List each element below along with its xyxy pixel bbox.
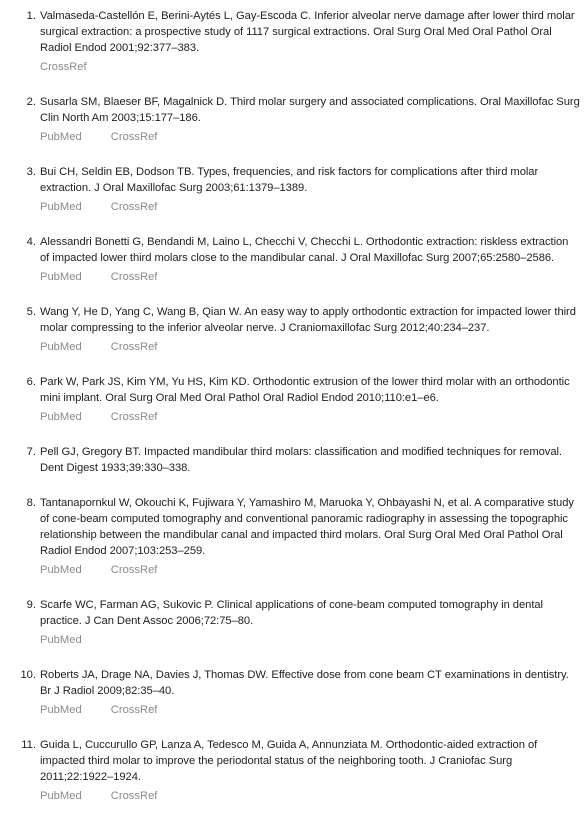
reference-links	[40, 339, 580, 355]
reference-body	[40, 304, 580, 355]
reference-links	[40, 788, 580, 804]
reference-item-5	[0, 304, 586, 355]
reference-number: 6.	[26, 376, 36, 388]
crossref-link[interactable]: CrossRef	[110, 341, 158, 353]
reference-body	[40, 444, 580, 476]
reference-body	[40, 94, 580, 145]
crossref-link[interactable]: CrossRef	[110, 564, 158, 576]
crossref-link[interactable]: CrossRef	[110, 131, 158, 143]
crossref-link[interactable]: CrossRef	[110, 411, 158, 423]
reference-links	[40, 562, 580, 578]
pubmed-link[interactable]: PubMed	[40, 131, 82, 143]
reference-number: 4.	[26, 236, 36, 248]
crossref-link[interactable]: CrossRef	[110, 201, 158, 213]
reference-citation: Park W, Park JS, Kim YM, Yu HS, Kim KD. Orthodontic extrusion of the lower third molar with an orthodontic mini implant. Oral Surg Oral Med Oral Pathol Oral Radiol Endod 2010;110:e1–e6.	[40, 376, 570, 404]
reference-citation: Bui CH, Seldin EB, Dodson TB. Types, frequencies, and risk factors for complications after third molar extraction. J Oral Maxillofac Surg 2003;61:1379–1389.	[40, 166, 539, 194]
reference-number: 1.	[26, 10, 36, 22]
reference-number: 9.	[26, 599, 36, 611]
reference-item-4	[0, 234, 586, 285]
pubmed-link[interactable]: PubMed	[40, 271, 82, 283]
reference-citation: Susarla SM, Blaeser BF, Magalnick D. Third molar surgery and associated complications. Oral Maxillofac Surg Clin North Am 2003;15:177–186.	[40, 96, 580, 124]
reference-item-11	[0, 737, 586, 804]
reference-body	[40, 8, 580, 75]
reference-number: 11.	[21, 739, 36, 751]
reference-citation: Roberts JA, Drage NA, Davies J, Thomas DW. Effective dose from cone beam CT examinations in dentistry. Br J Radiol 2009;82:35–40.	[40, 669, 569, 697]
reference-number: 5.	[26, 306, 36, 318]
reference-number: 10.	[20, 669, 36, 681]
reference-item-3	[0, 164, 586, 215]
pubmed-link[interactable]: PubMed	[40, 201, 82, 213]
reference-number: 7.	[26, 446, 36, 458]
reference-citation: Alessandri Bonetti G, Bendandi M, Laino L, Checchi V, Checchi L. Orthodontic extraction: riskless extraction of impacted lower third molars close to the mandibular canal. J Oral Maxillofac Surg 2007;65:2580–2586.	[40, 236, 569, 264]
reference-links	[40, 269, 580, 285]
crossref-link[interactable]: CrossRef	[110, 790, 158, 802]
reference-body	[40, 234, 580, 285]
pubmed-link[interactable]: PubMed	[40, 790, 82, 802]
reference-links	[40, 409, 580, 425]
reference-citation: Valmaseda-Castellón E, Berini-Aytés L, Gay-Escoda C. Inferior alveolar nerve damage after lower third molar surgical extraction: a prospective study of 1117 surgical extractions. Oral Surg Oral Med Oral Pathol Oral Radiol Endod 2001;92:377–383.	[40, 10, 575, 54]
reference-item-9	[0, 597, 586, 648]
reference-body	[40, 597, 580, 648]
reference-item-1	[0, 8, 586, 75]
reference-citation: Scarfe WC, Farman AG, Sukovic P. Clinical applications of cone-beam computed tomography in dental practice. J Can Dent Assoc 2006;72:75–80.	[40, 599, 543, 627]
reference-citation: Guida L, Cuccurullo GP, Lanza A, Tedesco M, Guida A, Annunziata M. Orthodontic-aided extraction of impacted third molar to improve the periodontal status of the neighboring tooth. J Craniofac Surg 2011;22:1922–1924.	[40, 739, 538, 783]
reference-links	[40, 632, 580, 648]
reference-citation: Pell GJ, Gregory BT. Impacted mandibular third molars: classification and modified techniques for removal. Dent Digest 1933;39:330–338.	[40, 446, 562, 474]
reference-item-10	[0, 667, 586, 718]
reference-list	[0, 8, 586, 823]
reference-body	[40, 737, 580, 804]
reference-citation: Tantanapornkul W, Okouchi K, Fujiwara Y, Yamashiro M, Maruoka Y, Ohbayashi N, et al. A comparative study of cone-beam computed tomography and conventional panoramic radiography in assessing the topographic relationship between the mandibular canal and impacted third molars. Oral Surg Oral Med Oral Pathol Oral Radiol Endod 2007;103:253–259.	[40, 497, 574, 557]
reference-links	[40, 59, 580, 75]
pubmed-link[interactable]: PubMed	[40, 634, 82, 646]
reference-item-2	[0, 94, 586, 145]
reference-item-7	[0, 444, 586, 476]
reference-links	[40, 199, 580, 215]
reference-links	[40, 702, 580, 718]
reference-citation: Wang Y, He D, Yang C, Wang B, Qian W. An easy way to apply orthodontic extraction for impacted lower third molar compressing to the inferior alveolar nerve. J Craniomaxillofac Surg 2012;40:234–237.	[40, 306, 576, 334]
pubmed-link[interactable]: PubMed	[40, 341, 82, 353]
reference-links	[40, 129, 580, 145]
reference-body	[40, 667, 580, 718]
pubmed-link[interactable]: PubMed	[40, 411, 82, 423]
reference-number: 3.	[26, 166, 36, 178]
reference-item-8	[0, 495, 586, 578]
reference-body	[40, 374, 580, 425]
pubmed-link[interactable]: PubMed	[40, 564, 82, 576]
pubmed-link[interactable]: PubMed	[40, 704, 82, 716]
reference-number: 8.	[26, 497, 36, 509]
reference-body	[40, 495, 580, 578]
reference-item-6	[0, 374, 586, 425]
crossref-link[interactable]: CrossRef	[40, 61, 87, 73]
crossref-link[interactable]: CrossRef	[110, 704, 158, 716]
crossref-link[interactable]: CrossRef	[110, 271, 158, 283]
reference-number: 2.	[26, 96, 36, 108]
reference-body	[40, 164, 580, 215]
